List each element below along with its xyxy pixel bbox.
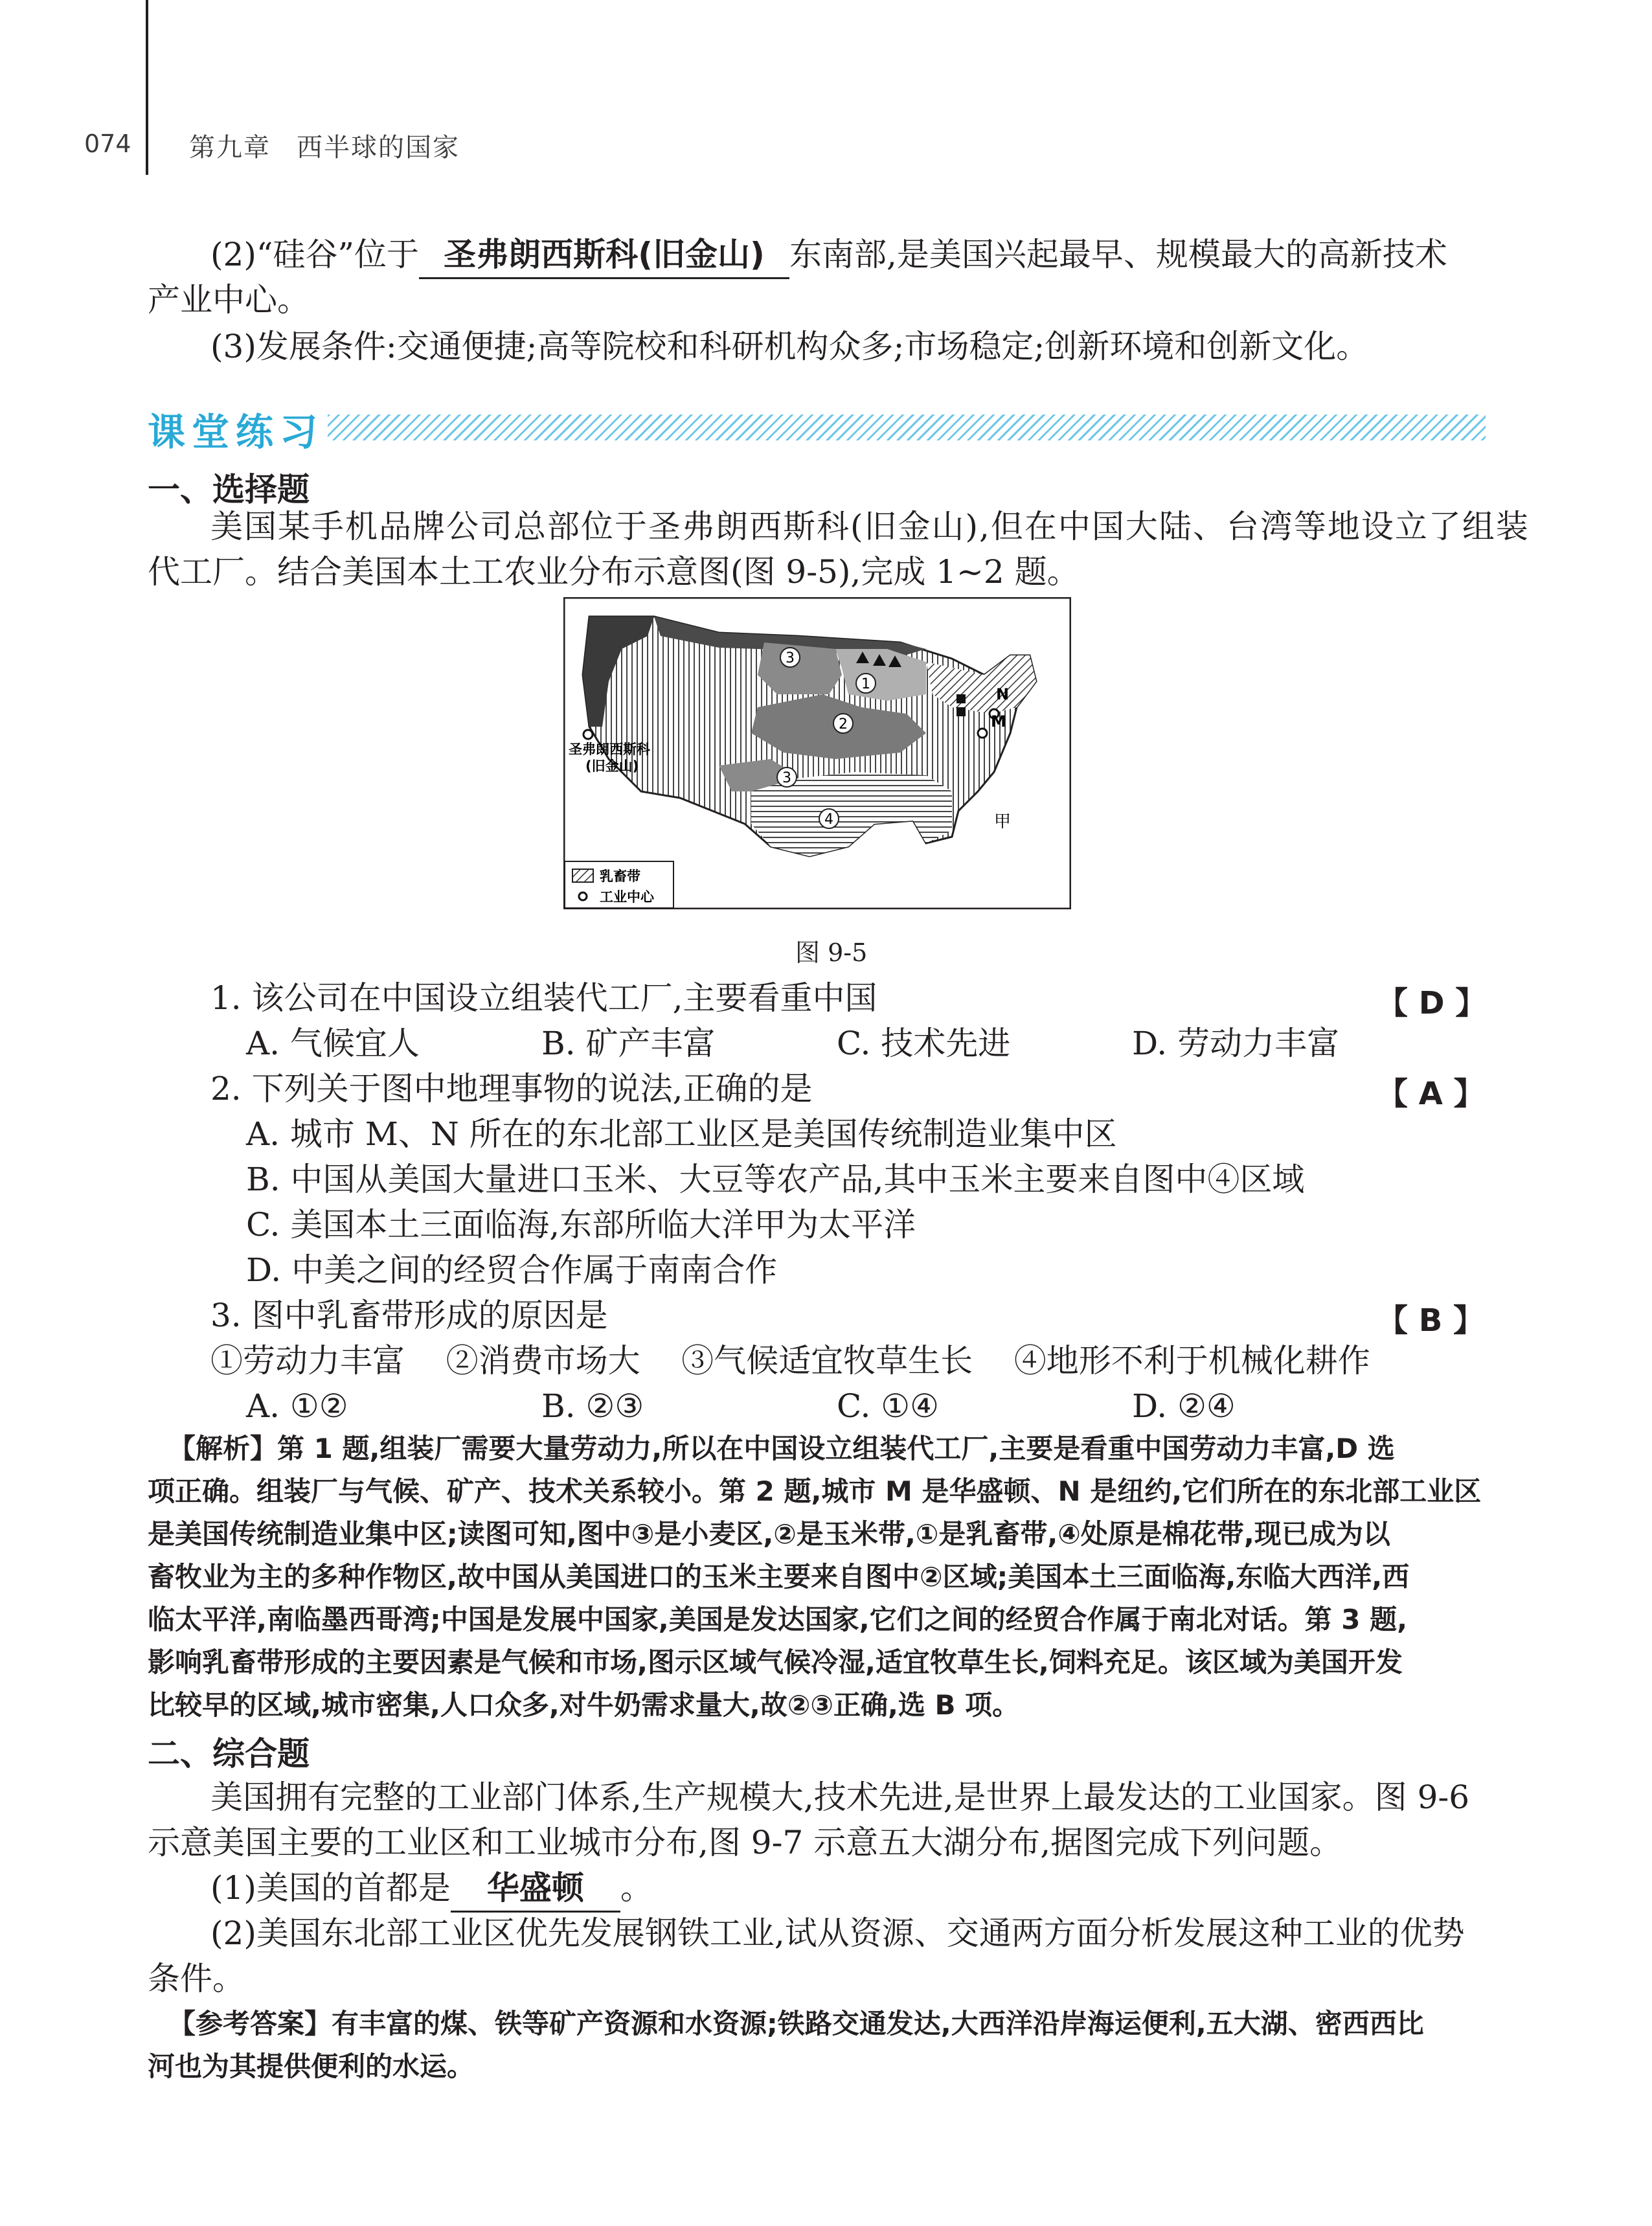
q2-stem: 2. 下列关于图中地理事物的说法,正确的是 <box>210 1070 813 1107</box>
legend-dairy-label: 乳畜带 <box>600 869 640 884</box>
analysis-line-7: 比较早的区域,城市密集,人口众多,对牛奶需求量大,故②③正确,选 B 项。 <box>148 1689 1020 1721</box>
q1-answer: 【 D 】 <box>1377 985 1487 1021</box>
region-2-label: 2 <box>839 716 848 733</box>
part2-q1-suffix: 。 <box>620 1869 653 1907</box>
q1-option-c: C. 技术先进 <box>837 1025 1011 1062</box>
page-number: 074 <box>84 130 131 158</box>
region-4-label: 4 <box>824 812 833 828</box>
ocean-jia-label: 甲 <box>994 812 1012 832</box>
city-sf-label-2: (旧金山) <box>585 758 639 774</box>
part1-stem-line2: 代工厂。结合美国本土工农业分布示意图(图 9-5),完成 1~2 题。 <box>148 553 1080 591</box>
q1-option-a: A. 气候宜人 <box>246 1025 420 1062</box>
part2-q2-line2: 条件。 <box>148 1960 245 1997</box>
region-1-label: 1 <box>861 676 870 692</box>
figure-caption: 图 9-5 <box>795 938 868 967</box>
part2-stem-line1: 美国拥有完整的工业部门体系,生产规模大,技术先进,是世界上最发达的工业国家。图 9-6 <box>210 1778 1470 1816</box>
q1-stem: 1. 该公司在中国设立组装代工厂,主要看重中国 <box>210 979 877 1017</box>
q3-option-d: D. ②④ <box>1132 1387 1236 1425</box>
analysis-line-6: 影响乳畜带形成的主要因素是气候和市场,图示区域气候冷湿,适宜牧草生长,饲料充足。该区域为美国开发 <box>148 1646 1403 1678</box>
region-3a-label: 3 <box>786 650 795 666</box>
region-3b-label: 3 <box>782 770 791 786</box>
intro-q3: (3)发展条件:交通便捷;高等院校和科研机构众多;市场稳定;创新环境和创新文化。 <box>210 328 1369 365</box>
part2-q1-blank: 华盛顿 <box>451 1865 620 1913</box>
gutter-line <box>146 0 148 175</box>
section-stripe <box>328 415 1486 440</box>
intro-q2-line2: 产业中心。 <box>148 281 310 319</box>
q3-option-a: A. ①② <box>246 1387 348 1425</box>
q3-stem: 3. 图中乳畜带形成的原因是 <box>210 1297 608 1334</box>
us-map-figure <box>563 597 1071 909</box>
part1-stem-line1: 美国某手机品牌公司总部位于圣弗朗西斯科(旧金山),但在中国大陆、台湾等地设立了组装 <box>210 508 1530 545</box>
q1-option-d: D. 劳动力丰富 <box>1132 1025 1340 1062</box>
city-n-label: N <box>996 685 1010 703</box>
analysis-line-1: 【解析】第 1 题,组装厂需要大量劳动力,所以在中国设立组装代工厂,主要是看重中国劳动力丰富,D 选 <box>168 1433 1395 1464</box>
chapter-title: 西半球的国家 <box>297 133 460 163</box>
q3-option-b: B. ②③ <box>541 1387 644 1425</box>
reference-answer-line-2: 河也为其提供便利的水运。 <box>148 2050 475 2082</box>
intro-q2-blank: 圣弗朗西斯科(旧金山) <box>419 232 789 279</box>
city-m-label: M <box>991 712 1006 731</box>
intro-q2-prefix: (2)“硅谷”位于 <box>210 236 419 273</box>
wheat-region-north <box>758 642 842 694</box>
intro-q2 <box>210 232 1447 279</box>
city-sf-label: 圣弗朗西斯科 <box>569 742 650 757</box>
mine-square-2 <box>956 707 966 716</box>
part2-stem-line2: 示意美国主要的工业区和工业城市分布,图 9-7 示意五大湖分布,据图完成下列问题。 <box>148 1824 1342 1861</box>
legend-industry-swatch <box>579 892 587 900</box>
q2-option-a: A. 城市 M、N 所在的东北部工业区是美国传统制造业集中区 <box>246 1115 1117 1153</box>
chapter-header <box>189 127 486 164</box>
part2-q2-line1: (2)美国东北部工业区优先发展钢铁工业,试从资源、交通两方面分析发展这种工业的优势 <box>210 1914 1465 1952</box>
part2-heading: 二、综合题 <box>148 1735 310 1773</box>
analysis-line-4: 畜牧业为主的多种作物区,故中国从美国进口的玉米主要来自图中②区域;美国本土三面临海,东临大西洋,西 <box>148 1561 1410 1593</box>
part2-q1 <box>210 1865 653 1913</box>
part1-heading: 一、选择题 <box>148 471 310 508</box>
q3-answer: 【 B 】 <box>1377 1302 1485 1339</box>
part2-q1-prefix: (1)美国的首都是 <box>210 1869 451 1907</box>
q2-option-b: B. 中国从美国大量进口玉米、大豆等农产品,其中玉米主要来自图中④区域 <box>246 1161 1305 1198</box>
city-sf-marker <box>583 730 593 739</box>
analysis-line-3: 是美国传统制造业集中区;读图可知,图中③是小麦区,②是玉米带,①是乳畜带,④处原是棉花带,现已成为以 <box>148 1518 1390 1550</box>
q1-option-b: B. 矿产丰富 <box>541 1025 716 1062</box>
intro-q2-suffix: 东南部,是美国兴起最早、规模最大的高新技术 <box>789 236 1447 273</box>
chapter-number: 第九章 <box>189 133 271 163</box>
legend-dairy-swatch <box>572 869 593 882</box>
q2-option-d: D. 中美之间的经贸合作属于南南合作 <box>246 1251 778 1289</box>
analysis-line-5: 临太平洋,南临墨西哥湾;中国是发展中国家,美国是发达国家,它们之间的经贸合作属于南北对话。第 3 题, <box>148 1604 1408 1635</box>
analysis-line-2: 项正确。组装厂与气候、矿产、技术关系较小。第 2 题,城市 M 是华盛顿、N 是纽约,它们所在的东北部工业区 <box>148 1475 1482 1507</box>
q2-answer: 【 A 】 <box>1377 1076 1485 1112</box>
q2-option-c: C. 美国本土三面临海,东部所临大洋甲为太平洋 <box>246 1206 916 1244</box>
city-m-marker <box>978 729 987 738</box>
q3-conditions: ①劳动力丰富 ②消费市场大 ③气候适宜牧草生长 ④地形不利于机械化耕作 <box>210 1342 1370 1380</box>
section-title: 课堂练习 <box>148 410 324 454</box>
reference-answer-line-1: 【参考答案】有丰富的煤、铁等矿产资源和水资源;铁路交通发达,大西洋沿岸海运便利,五大湖、密西西比 <box>168 2008 1424 2039</box>
legend-industry-label: 工业中心 <box>600 889 654 905</box>
mine-square-1 <box>956 694 966 703</box>
q3-option-c: C. ①④ <box>837 1387 939 1425</box>
